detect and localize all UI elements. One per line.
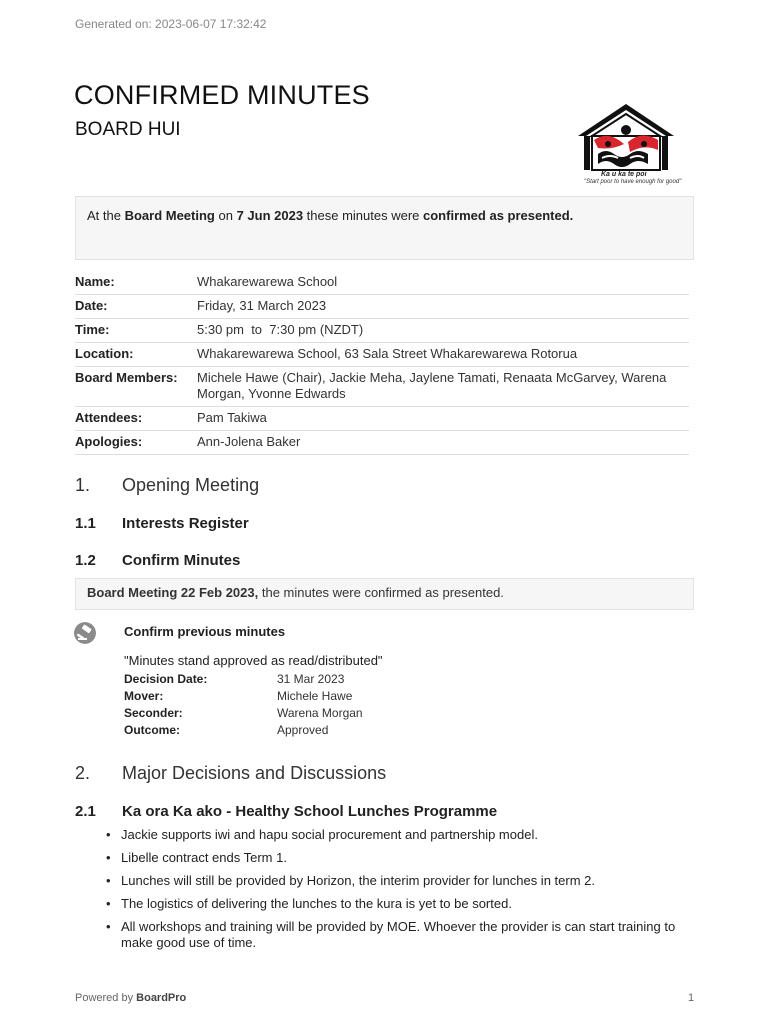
meta-row-name: Name: Whakarewarewa School bbox=[75, 271, 689, 295]
board-members: Michele Hawe (Chair), Jackie Meha, Jaylene Tamati, Renaata McGarvey, Warena Morgan, Yvonne Edwards bbox=[197, 370, 667, 401]
item-heading-2-1: 2.1 Ka ora Ka ako - Healthy School Lunches Programme bbox=[75, 803, 498, 820]
previous-minutes-box bbox=[75, 578, 694, 610]
brand-name: BoardPro bbox=[136, 992, 187, 1004]
list-item: • Jackie supports iwi and hapu social procurement and partnership model. bbox=[105, 827, 695, 843]
meeting-location: Whakarewarewa School, 63 Sala Street Whakarewarewa Rotorua bbox=[197, 346, 578, 361]
footer-powered-by: Powered by BoardPro bbox=[75, 992, 187, 1004]
decision-row-seconder: Seconder: Warena Morgan bbox=[124, 706, 363, 720]
meeting-details bbox=[75, 271, 689, 455]
list-item: • The logistics of delivering the lunches to the kura is yet to be sorted. bbox=[105, 896, 695, 912]
logo-caption: Ka u ka te poi bbox=[601, 171, 647, 178]
section-heading-1: 1. Opening Meeting bbox=[75, 475, 260, 495]
decision-title: Confirm previous minutes bbox=[124, 624, 286, 639]
meta-row-location: Location: Whakarewarewa School, 63 Sala Street Whakarewarewa Rotorua bbox=[75, 343, 689, 367]
page-subtitle: BOARD HUI bbox=[75, 119, 181, 140]
meeting-time: 5:30 pm to 7:30 pm (NZDT) bbox=[197, 322, 364, 337]
meta-row-members: Board Members: Michele Hawe (Chair), Jackie Meha, Jaylene Tamati, Renaata McGarvey, Warena Morgan, Yvonne Edwards bbox=[75, 367, 689, 407]
item-heading-1-2: 1.2 Confirm Minutes bbox=[75, 552, 241, 569]
decision-row-outcome: Outcome: Approved bbox=[124, 723, 329, 737]
section-heading-2: 2. Major Decisions and Discussions bbox=[75, 763, 387, 783]
confirmation-text: At the Board Meeting on 7 Jun 2023 these minutes were confirmed as presented. bbox=[87, 208, 574, 223]
school-name: Whakarewarewa School bbox=[197, 274, 338, 289]
page-number: 1 bbox=[688, 992, 695, 1004]
previous-minutes-text: Board Meeting 22 Feb 2023, the minutes were confirmed as presented. bbox=[87, 585, 504, 600]
decision-quote: "Minutes stand approved as read/distributed" bbox=[124, 653, 383, 668]
gavel-icon bbox=[74, 622, 96, 644]
meta-row-date: Date: Friday, 31 March 2023 bbox=[75, 295, 689, 319]
item-heading-1-1: 1.1 Interests Register bbox=[75, 515, 249, 532]
list-item: • All workshops and training will be provided by MOE. Whoever the provider is can start training to make good use of time. bbox=[105, 919, 695, 951]
discussion-list bbox=[105, 827, 695, 958]
meta-row-apologies: Apologies: Ann-Jolena Baker bbox=[75, 431, 689, 455]
confirmation-date: 7 Jun 2023 bbox=[236, 208, 304, 223]
decision-details bbox=[124, 672, 363, 740]
confirmation-box bbox=[75, 196, 694, 260]
apologies: Ann-Jolena Baker bbox=[197, 434, 301, 449]
list-item: • Libelle contract ends Term 1. bbox=[105, 850, 695, 866]
generated-timestamp: Generated on: 2023-06-07 17:32:42 bbox=[75, 17, 267, 31]
meta-row-time: Time: 5:30 pm to 7:30 pm (NZDT) bbox=[75, 319, 689, 343]
meeting-date: Friday, 31 March 2023 bbox=[197, 298, 327, 313]
meeting-type: Board Meeting bbox=[124, 208, 215, 223]
attendees: Pam Takiwa bbox=[197, 410, 267, 425]
meta-row-attendees: Attendees: Pam Takiwa bbox=[75, 407, 689, 431]
confirmation-status: confirmed as presented. bbox=[423, 208, 574, 223]
logo-motto: "Start poor to have enough for good" bbox=[584, 179, 682, 185]
list-item: • Lunches will still be provided by Horizon, the interim provider for lunches in term 2. bbox=[105, 873, 695, 889]
decision-row-date: Decision Date: 31 Mar 2023 bbox=[124, 672, 345, 686]
page-title: CONFIRMED MINUTES bbox=[74, 80, 370, 110]
decision-row-mover: Mover: Michele Hawe bbox=[124, 689, 353, 703]
